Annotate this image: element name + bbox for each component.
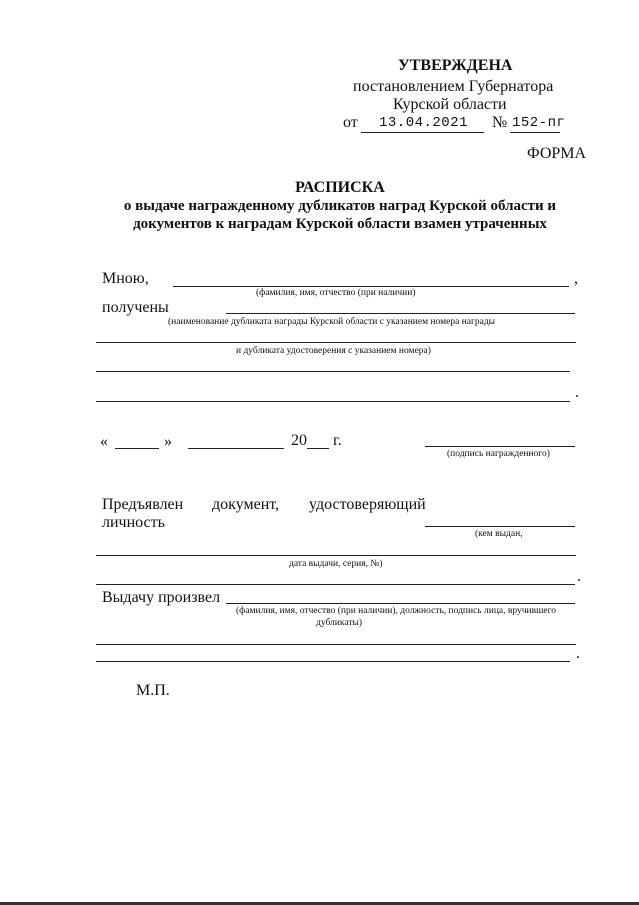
date-month-line (188, 448, 284, 449)
award-caption-2: и дубликата удостоверения с указанием номера) (236, 346, 431, 356)
date-close-quote: » (164, 433, 172, 450)
issuer-line-2 (96, 644, 576, 645)
date-day-line (115, 448, 159, 449)
award-line-4 (96, 401, 570, 402)
form-label: ФОРМА (527, 145, 587, 162)
date-year-suffix: г. (333, 432, 342, 449)
issued-by-line (425, 526, 575, 527)
fio-comma: , (574, 270, 578, 287)
document-subtitle-line2: документов к наградам Курской области взамен утраченных (133, 216, 547, 232)
approval-date: 13.04.2021 (379, 115, 469, 131)
polucheny-label: получены (102, 299, 169, 316)
document-subtitle-line1: о выдаче награжденному дубликатов наград Курской области и (123, 198, 557, 214)
stamp-placeholder: М.П. (136, 682, 170, 699)
approval-line1: постановлением Губернатора (353, 78, 554, 95)
date-open-quote: « (100, 433, 108, 450)
approval-number: 152-пг (512, 115, 566, 131)
issued-by-caption: (кем выдан, (475, 529, 523, 539)
fio-field-line (173, 286, 569, 287)
issuer-field-line (226, 603, 575, 604)
issue-extra-line (96, 584, 575, 585)
date-year-prefix: 20 (291, 432, 307, 449)
signature-caption: (подпись награжденного) (447, 449, 550, 459)
fio-caption: (фамилия, имя, отчество (при наличии) (256, 288, 416, 298)
approval-line2: Курской области (393, 96, 507, 113)
award-line-2 (96, 342, 576, 343)
presented-word-4: личность (102, 514, 165, 531)
issuer-line-3 (96, 661, 570, 662)
award-period: . (575, 384, 579, 401)
issuer-caption-2: дубликаты) (316, 618, 363, 628)
approval-from-label: от (343, 114, 358, 131)
issued-by-label: Выдачу произвел (102, 589, 221, 606)
issue-date-caption: дата выдачи, серия, №) (289, 559, 383, 569)
mnoyu-label: Мною, (102, 270, 149, 287)
issuer-period: . (576, 645, 580, 662)
issuer-caption-1: (фамилия, имя, отчество (при наличии), должность, подпись лица, вручившего (236, 606, 557, 616)
presented-word-1: Предъявлен (102, 496, 184, 513)
approval-number-underline (510, 132, 560, 133)
approval-date-underline (361, 132, 484, 133)
signature-line (425, 446, 575, 447)
award-line-3 (96, 371, 570, 372)
award-caption-1: (наименование дубликата награды Курской области с указанием номера награды (168, 317, 496, 327)
presented-word-2: документ, (212, 496, 280, 513)
approval-title: УТВЕРЖДЕНА (398, 57, 513, 74)
approval-number-label: № (492, 114, 508, 131)
date-year-line (307, 448, 329, 449)
issue-period: . (577, 568, 581, 585)
issue-date-line (96, 555, 576, 556)
document-title: РАСПИСКА (295, 179, 385, 196)
presented-word-3: удостоверяющий (309, 496, 426, 513)
award-field-line (226, 313, 575, 314)
